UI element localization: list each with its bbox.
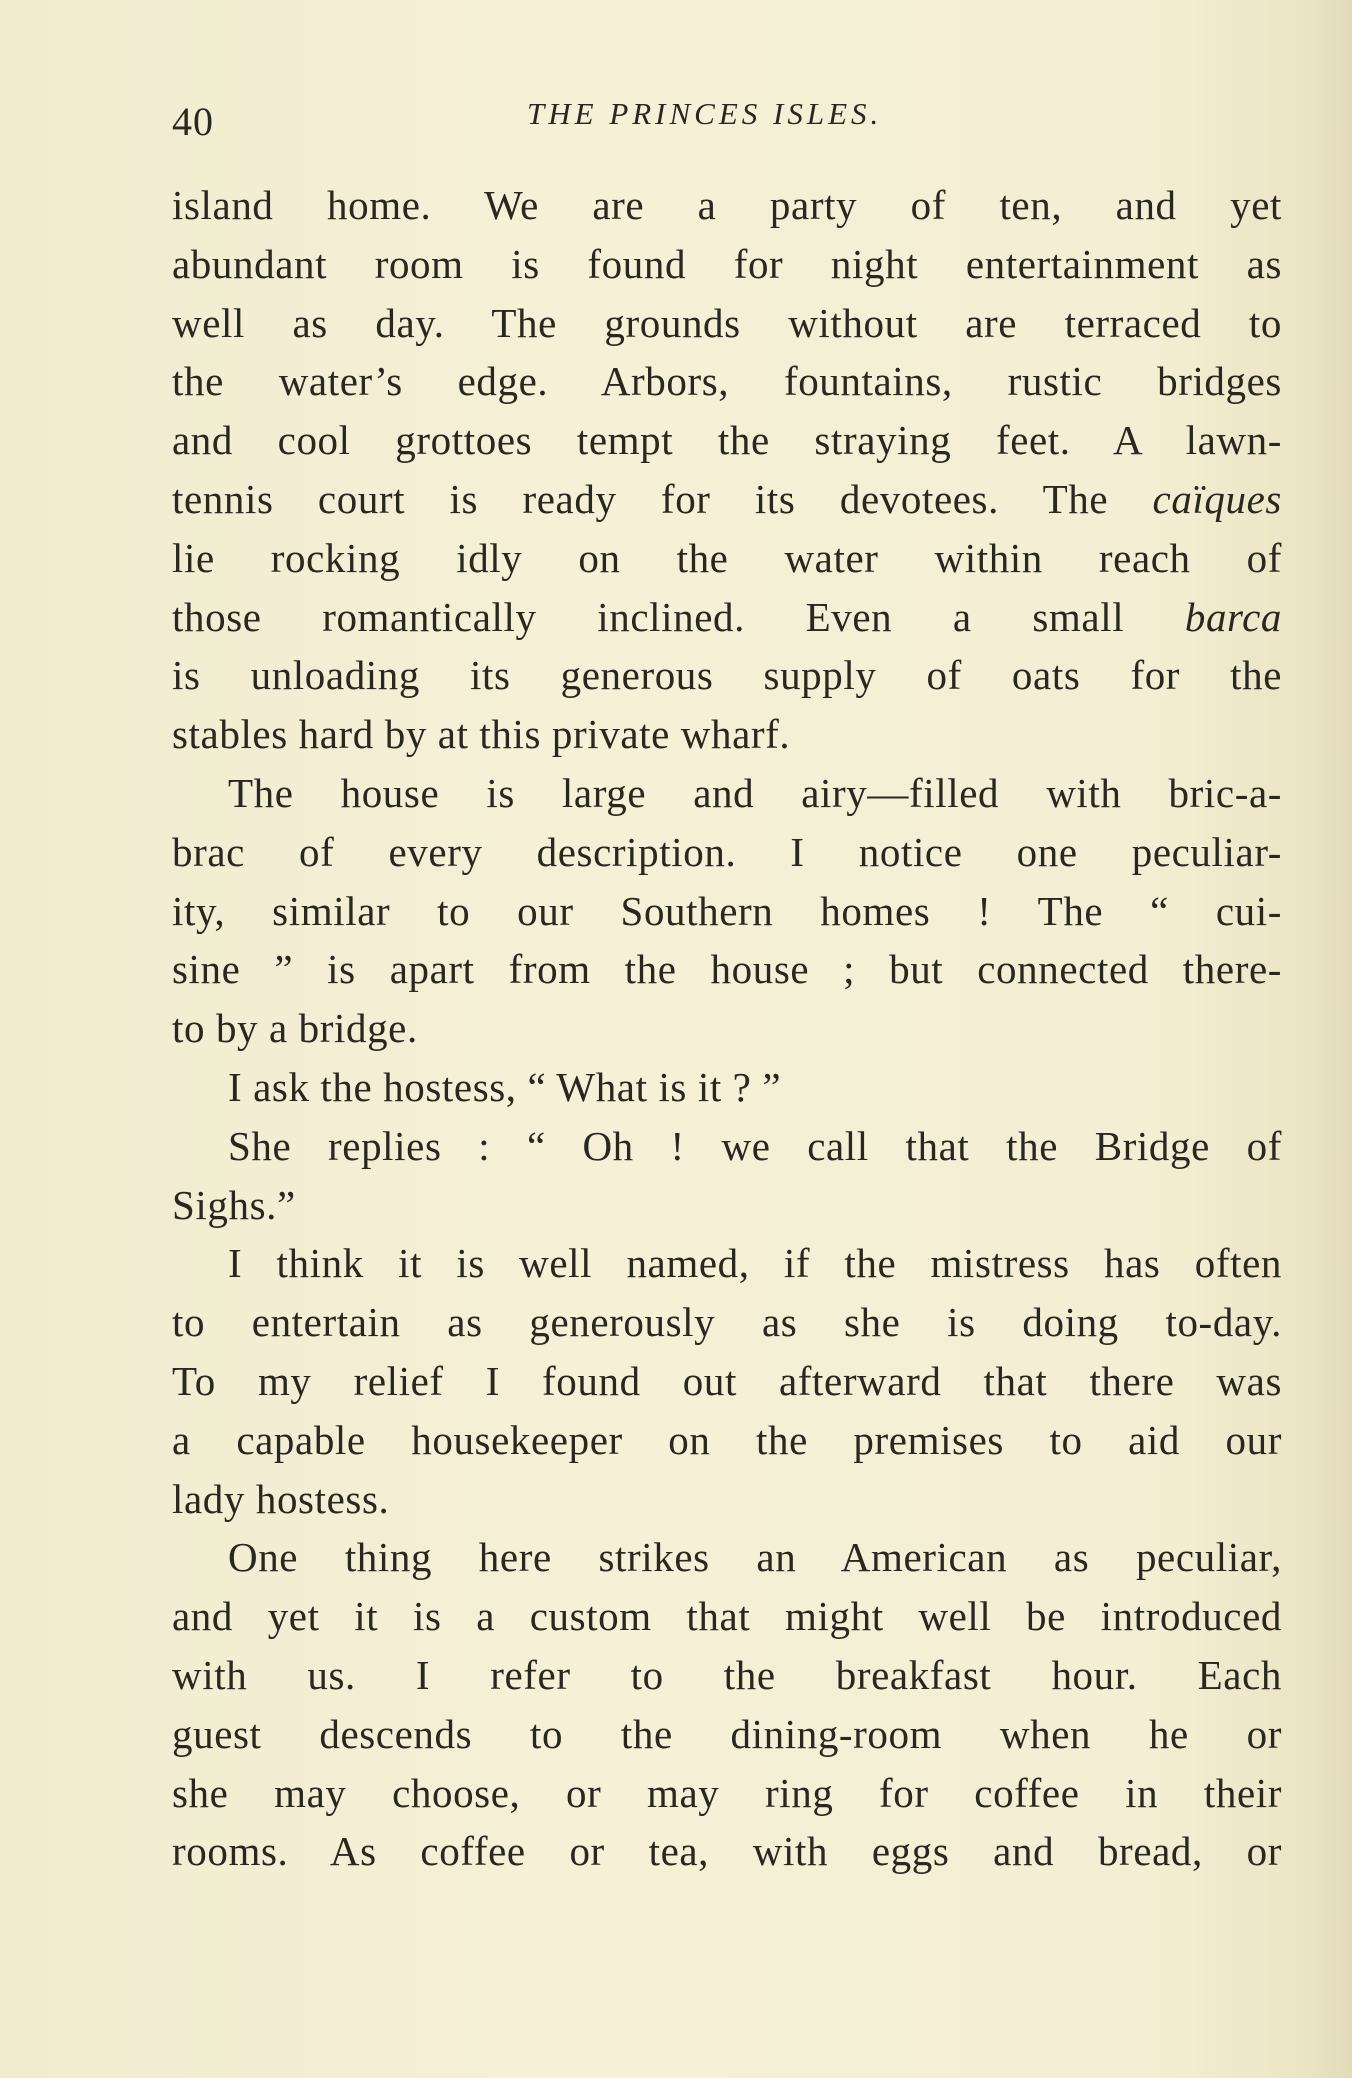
text-line: One thing here strikes an American as peculiar, — [228, 1534, 1282, 1581]
page-header — [172, 96, 1282, 146]
text-line: is unloading its generous supply of oats for the — [172, 652, 1282, 699]
text-line: She replies : “ Oh ! we call that the Bridge of — [228, 1122, 1282, 1169]
text-line: lie rocking idly on the water within reach of — [172, 534, 1282, 581]
running-title: THE PRINCES ISLES. — [527, 96, 883, 131]
text-line: abundant room is found for night entertainment as — [172, 240, 1282, 287]
text-line: she may choose, or may ring for coffee in their — [172, 1769, 1282, 1816]
text-line: I think it is well named, if the mistress has often — [228, 1240, 1282, 1287]
text-line: a capable housekeeper on the premises to aid our — [172, 1416, 1282, 1463]
text-line: the water’s edge. Arbors, fountains, rustic bridges — [172, 358, 1282, 405]
text-line: sine ” is apart from the house ; but connected there- — [172, 946, 1282, 993]
text-line: tennis court is ready for its devotees. The caïques — [172, 475, 1282, 522]
body-text — [172, 176, 1282, 1881]
text-line: ity, similar to our Southern homes ! The “ cui- — [172, 887, 1282, 934]
text-line: stables hard by at this private wharf. — [172, 711, 791, 758]
text-line: To my relief I found out afterward that there was — [172, 1357, 1282, 1404]
text-line: guest descends to the dining-room when he or — [172, 1710, 1282, 1757]
text-line: The house is large and airy—filled with bric-a- — [228, 769, 1282, 816]
text-line: Sighs.” — [172, 1181, 296, 1228]
text-line: rooms. As coffee or tea, with eggs and bread, or — [172, 1828, 1282, 1875]
text-line: with us. I refer to the breakfast hour. Each — [172, 1651, 1282, 1698]
text-line: and cool grottoes tempt the straying feet. A lawn- — [172, 417, 1282, 464]
text-line: island home. We are a party of ten, and yet — [172, 182, 1282, 228]
text-line: I ask the hostess, “ What is it ? ” — [228, 1063, 782, 1110]
italic-word: caïques — [1152, 475, 1282, 522]
text-line: lady hostess. — [172, 1475, 390, 1522]
text-line: well as day. The grounds without are terraced to — [172, 299, 1282, 346]
italic-word: barca — [1184, 593, 1282, 640]
text-line: to entertain as generously as she is doing to-day. — [172, 1299, 1282, 1346]
text-line: and yet it is a custom that might well be introduced — [172, 1593, 1282, 1640]
text-line: those romantically inclined. Even a small barca — [172, 593, 1282, 640]
text-line: to by a bridge. — [172, 1005, 418, 1052]
page-number: 40 — [172, 99, 214, 144]
text-line: brac of every description. I notice one peculiar- — [172, 828, 1282, 875]
